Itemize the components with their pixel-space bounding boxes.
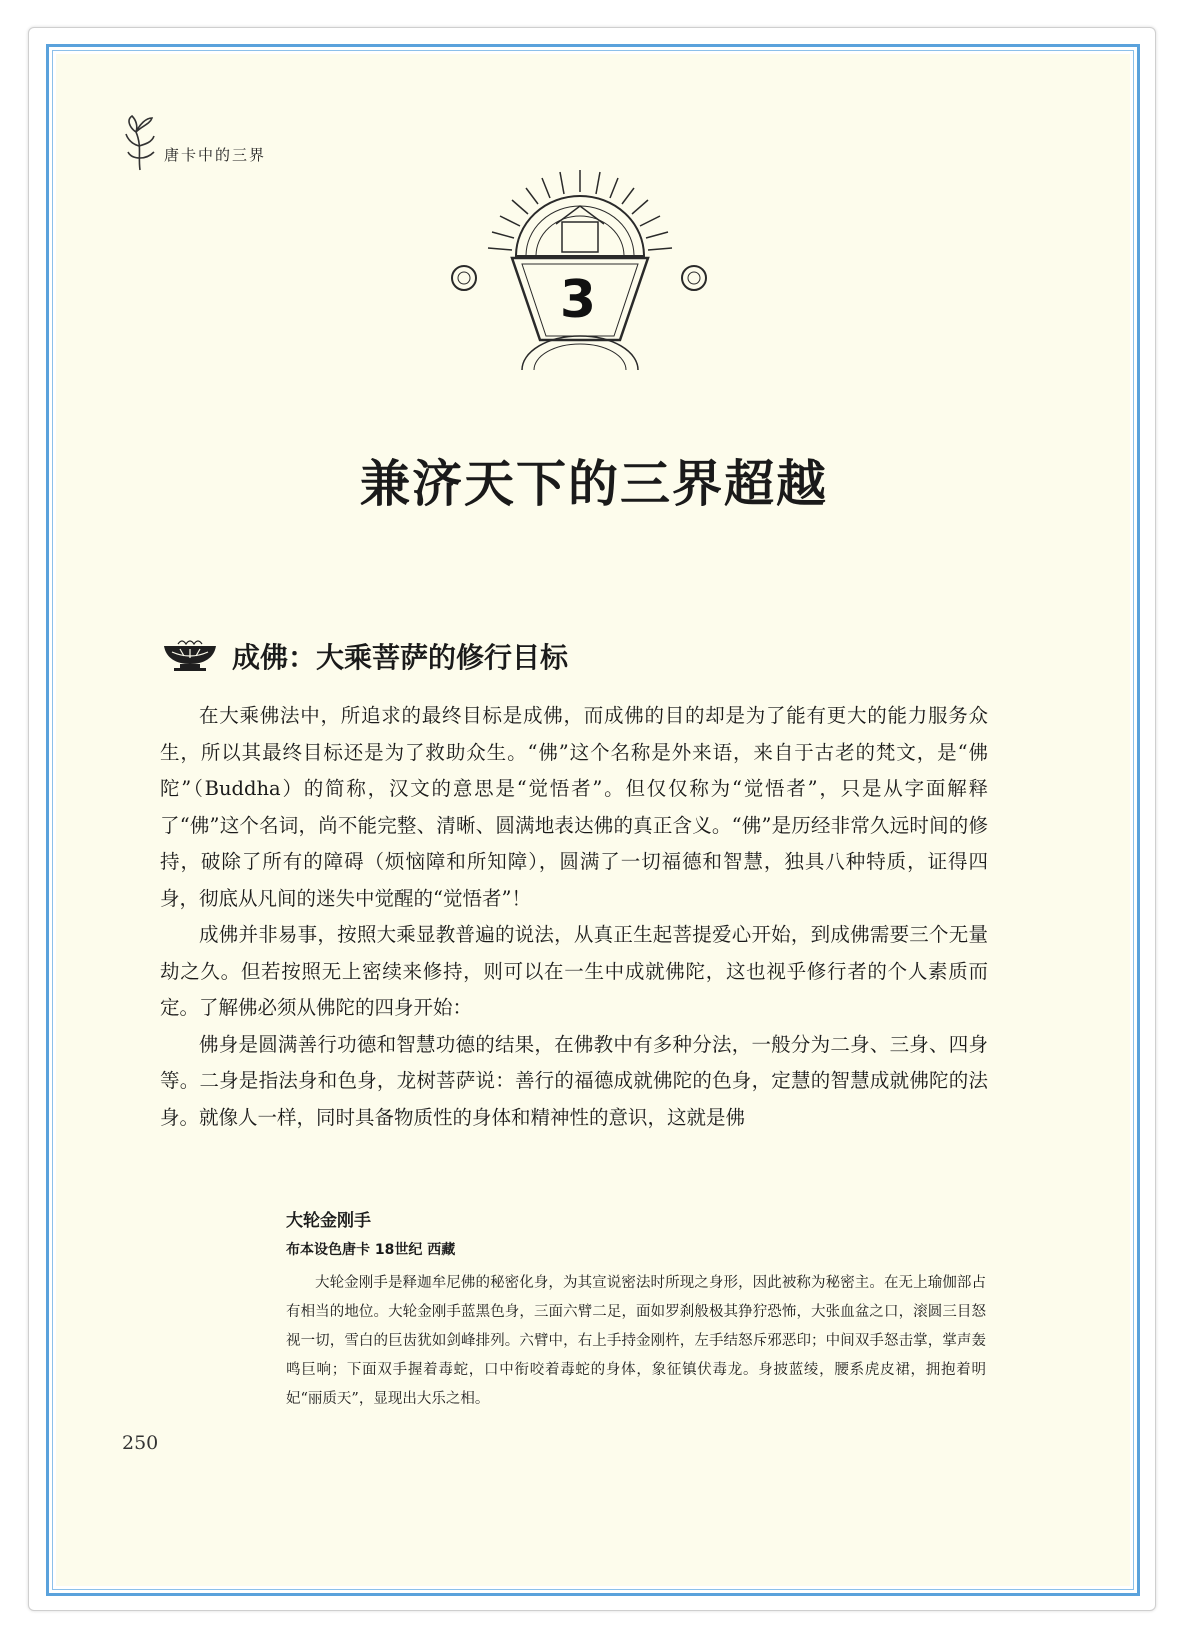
lotus-flower-icon [122,112,158,172]
page-number: 250 [122,1432,159,1454]
caption-meta: 布本设色唐卡 18世纪 西藏 [286,1242,456,1258]
caption-text: 大轮金刚手是释迦牟尼佛的秘密化身，为其宣说密法时所现之身形，因此被称为秘密主。在无上瑜伽部占有相当的地位。大轮金刚手蓝黑色身，三面六臂二足，面如罗刹般极其狰狞恐怖，大张血盆之口，滚圆三目怒视一切，雪白的巨齿犹如剑峰排列。六臂中，右上手持金刚杵，左手结怒斥邪恶印；中间双手怒击掌，掌声轰鸣巨响；下面双手握着毒蛇，口中衔咬着毒蛇的身体，象征镇伏毒龙。身披蓝绫，腰系虎皮裙，拥抱着明妃“丽质天”，显现出大乐之相。 [286,1275,986,1407]
chapter-title: 兼济天下的三界超越 [360,455,828,513]
incense-bowl-icon [160,636,220,672]
paragraph: 成佛并非易事，按照大乘显教普遍的说法，从真正生起菩提爱心开始，到成佛需要三个无量劫之久。但若按照无上密续来修持，则可以在一生中成就佛陀，这也视乎修行者的个人素质而定。了解佛必须从佛陀的四身开始： [160,923,988,1019]
body-text [160,698,988,1136]
caption-title: 大轮金刚手 [286,1211,371,1231]
image-caption [286,1206,986,1414]
section-heading: 成佛：大乘菩萨的修行目标 [232,641,569,674]
paragraph: 在大乘佛法中，所追求的最终目标是成佛，而成佛的目的却是为了能有更大的能力服务众生，所以其最终目标还是为了救助众生。“佛”这个名称是外来语，来自于古老的梵文，是“佛陀”（Buddha）的简称，汉文的意思是“觉悟者”。但仅仅称为“觉悟者”，只是从字面解释了“佛”这个名词，尚不能完整、清晰、圆满地表达佛的真正含义。“佛”是历经非常久远时间的修持，破除了所有的障碍（烦恼障和所知障），圆满了一切福德和智慧，独具八种特质，证得四身，彻底从凡间的迷失中觉醒的“觉悟者”！ [160,704,988,910]
chapter-number: 3 [559,270,597,330]
paragraph: 佛身是圆满善行功德和智慧功德的结果，在佛教中有多种分法，一般分为二身、三身、四身等。二身是指法身和色身，龙树菩萨说：善行的福德成就佛陀的色身，定慧的智慧成就佛陀的法身。就像人一样，同时具备物质性的身体和精神性的意识，这就是佛 [160,1032,988,1129]
running-head: 唐卡中的三界 [164,146,267,164]
